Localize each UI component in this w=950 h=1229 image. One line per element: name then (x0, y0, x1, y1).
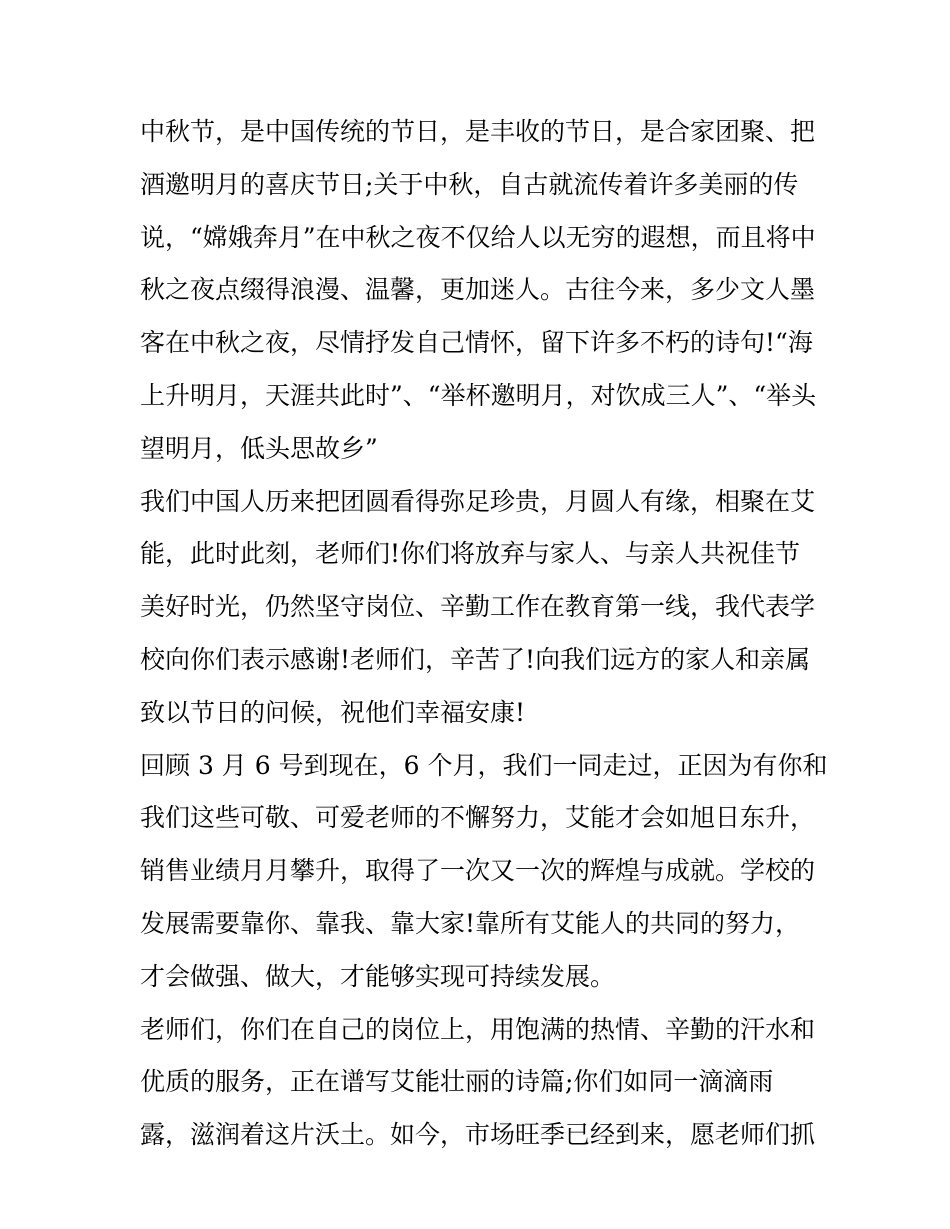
text-line: 美好时光，仍然坚守岗位、辛勤工作在教育第一线，我代表学 (140, 592, 816, 622)
document-body (140, 106, 828, 1162)
text-line: 客在中秋之夜，尽情抒发自己情怀，留下许多不朽的诗句!“海 (140, 328, 813, 358)
text-line: 秋之夜点缀得浪漫、温馨，更加迷人。古往今来，多少文人墨 (140, 275, 816, 305)
text-line: 销售业绩月月攀升，取得了一次又一次的辉煌与成就。学校的 (140, 856, 816, 886)
text-line: 才会做强、做大，才能够实现可持续发展。 (140, 961, 616, 991)
text-line: 致以节日的问候，祝他们幸福安康! (140, 697, 526, 727)
text-line: 说，“嫦娥奔月”在中秋之夜不仅给人以无穷的遐想，而且将中 (140, 222, 816, 252)
text-line: 我们这些可敬、可爱老师的不懈努力，艾能才会如旭日东升， (140, 803, 816, 833)
text-line: 回顾 3 月 6 号到现在，6 个月，我们一同走过，正因为有你和 (140, 750, 828, 780)
text-line: 发展需要靠你、靠我、靠大家!靠所有艾能人的共同的努力， (140, 908, 801, 938)
text-line: 中秋节，是中国传统的节日，是丰收的节日，是合家团聚、把 (140, 117, 816, 146)
text-line: 校向你们表示感谢!老师们，辛苦了!向我们远方的家人和亲属 (140, 644, 811, 674)
text-line: 酒邀明月的喜庆节日;关于中秋，自古就流传着许多美丽的传 (140, 169, 799, 199)
text-line: 我们中国人历来把团圆看得弥足珍贵，月圆人有缘，相聚在艾 (140, 486, 816, 516)
text-line: 露，滋润着这片沃土。如今，市场旺季已经到来，愿老师们抓 (140, 1120, 816, 1150)
text-line: 能，此时此刻，老师们!你们将放弃与家人、与亲人共祝佳节 (140, 539, 801, 569)
text-line: 上升明月，天涯共此时”、“举杯邀明月，对饮成三人”、“举头 (140, 380, 817, 410)
text-line: 望明月，低头思故乡” (140, 433, 378, 463)
text-line: 优质的服务，正在谱写艾能壮丽的诗篇;你们如同一滴滴雨 (140, 1067, 774, 1097)
text-line: 老师们，你们在自己的岗位上，用饱满的热情、辛勤的汗水和 (140, 1014, 816, 1044)
